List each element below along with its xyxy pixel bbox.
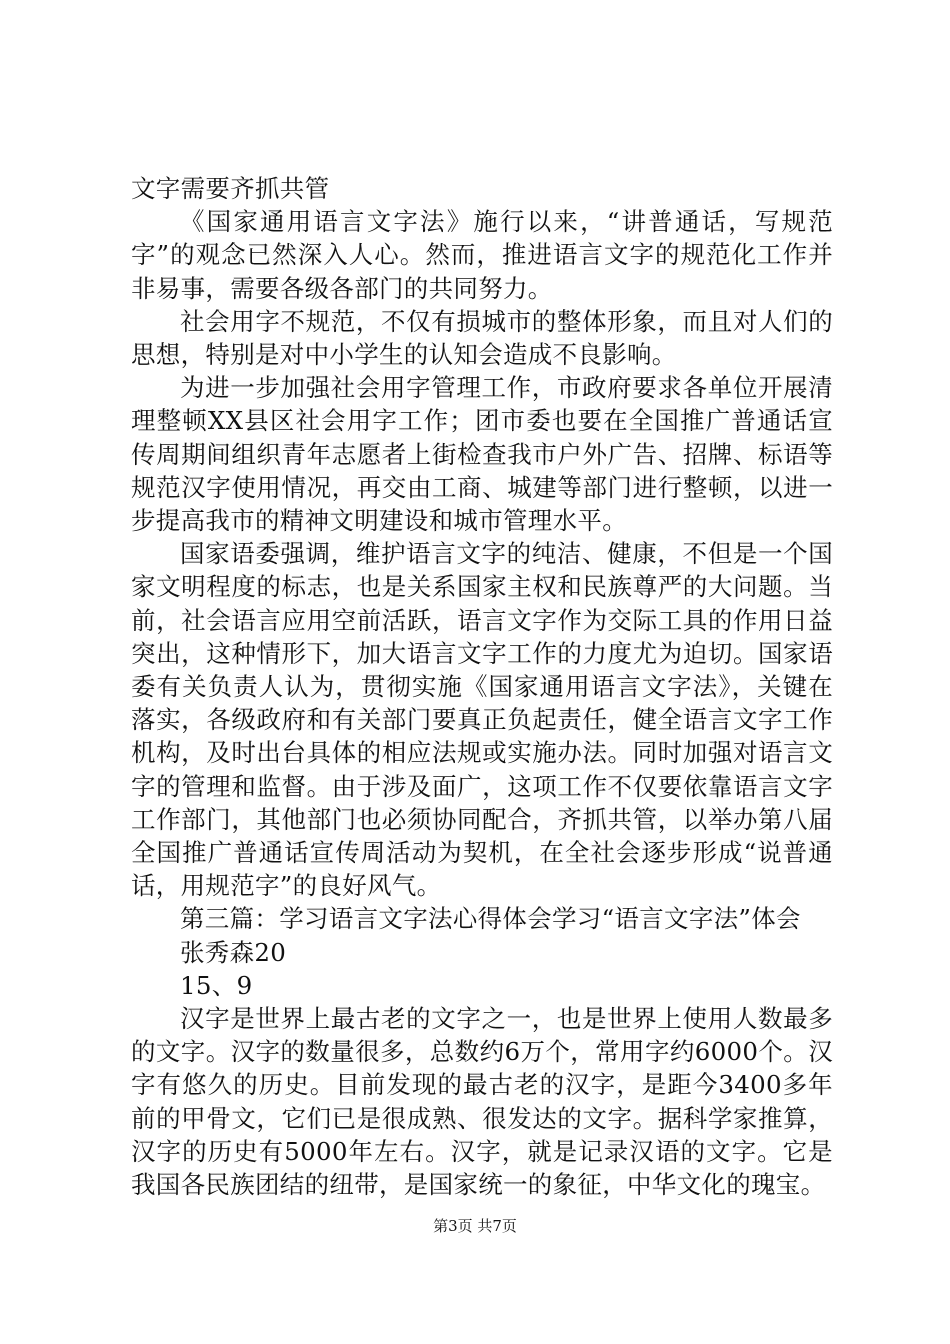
page-number-footer: 第3页 共7页 [433,1217,517,1235]
paragraph-commission: 国家语委强调，维护语言文字的纯洁、健康，不但是一个国家文明程度的标志，也是关系国家主权和民族尊严的大问题。当前，社会语言应用空前活跃，语言文字作为交际工具的作用日益突出，这种情形下，加大语言文字工作的力度尤为迫切。国家语委有关负责人认为，贯彻实施《国家通用语言文字法》，关键在落实，各级政府和有关部门要真正负起责任，健全语言文字工作机构，及时出台具体的相应法规或实施办法。同时加强对语言文字的管理和监督。由于涉及面广，这项工作不仅要依靠语言文字工作部门，其他部门也必须协同配合，齐抓共管，以举办第八届全国推广普通话宣传周活动为契机，在全社会逐步形成“说普通话，用规范字”的良好风气。 [131,539,833,901]
paragraph-date: 15、9 [180,970,253,1000]
paragraph-chinese-characters: 汉字是世界上最古老的文字之一，也是世界上使用人数最多的文字。汉字的数量很多，总数约6万个，常用字约6000个。汉字有悠久的历史。目前发现的最古老的汉字，是距今3400多年前的甲骨文，它们已是很成熟、很发达的文字。据科学家推算，汉字的历史有5000年左右。汉字，就是记录汉语的文字。它是我国各民族团结的纽带，是国家统一的象征，中华文化的瑰宝。 [131,1004,833,1200]
paragraph-measures: 为进一步加强社会用字管理工作，市政府要求各单位开展清理整顿XX县区社会用字工作；团市委也要在全国推广普通话宣传周期间组织青年志愿者上街检查我市户外广告、招牌、标语等规范汉字使用情况，再交由工商、城建等部门进行整顿，以进一步提高我市的精神文明建设和城市管理水平。 [131,373,833,536]
document-body [131,172,833,1201]
section-heading: 文字需要齐抓共管 [131,174,330,203]
paragraph-part-three-title: 第三篇：学习语言文字法心得体会学习“语言文字法”体会 [180,904,801,934]
paragraph-author: 张秀森20 [180,937,287,967]
paragraph-intro: 《国家通用语言文字法》施行以来，“讲普通话，写规范字”的观念已然深入人心。然而，推进语言文字的规范化工作并非易事，需要各级各部门的共同努力。 [131,207,833,303]
paragraph-impact: 社会用字不规范，不仅有损城市的整体形象，而且对人们的思想，特别是对中小学生的认知会造成不良影响。 [131,306,833,370]
